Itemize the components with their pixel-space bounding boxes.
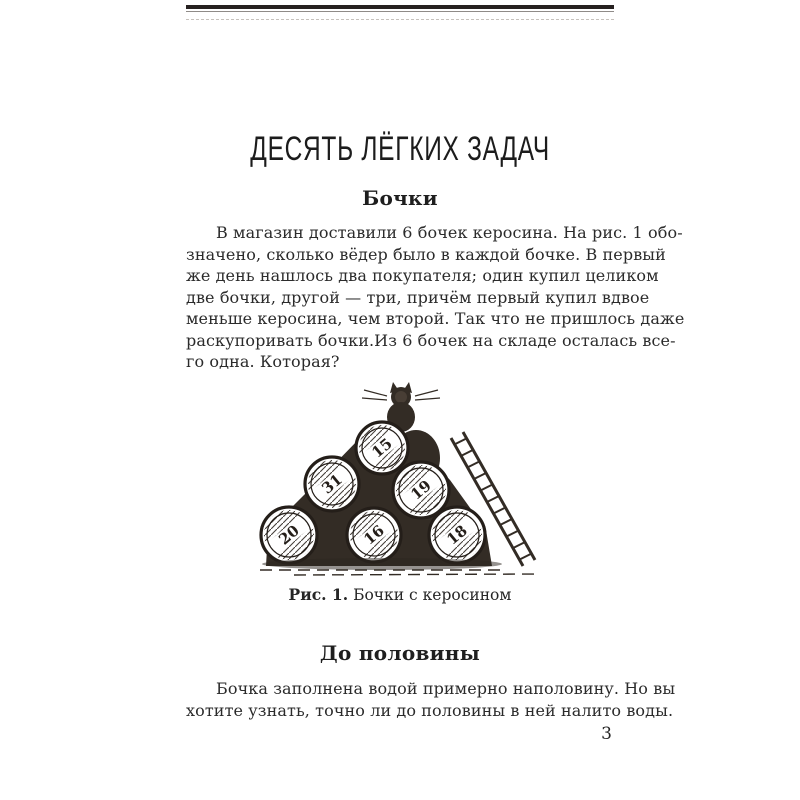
barrel-31 [305, 457, 359, 511]
section-heading-half: До половины [319, 641, 481, 665]
barrel-16 [347, 508, 401, 562]
barrel-number: 15 [368, 434, 396, 462]
ground-shading [260, 558, 540, 575]
decorative-rule [186, 5, 614, 20]
rule-dashed-line [186, 19, 614, 20]
text-line: В магазин доставили 6 бочек керосина. На рис. 1 обо- [216, 223, 683, 242]
barrel-18 [429, 507, 485, 563]
problem-text-half [186, 678, 676, 721]
barrel-number: 20 [275, 521, 303, 549]
barrel-15 [356, 422, 408, 474]
page-title: ДЕСЯТЬ ЛЁГКИХ ЗАДАЧ [250, 130, 550, 168]
barrel-number: 19 [407, 476, 435, 504]
barrel-number: 31 [318, 470, 346, 498]
problem-text-barrels [186, 222, 685, 373]
barrel-number: 16 [360, 521, 388, 549]
caption-text: Бочки с керосином [353, 586, 512, 604]
rule-thick-line [186, 5, 614, 9]
figure-barrels [186, 380, 614, 584]
text-line: раскупоривать бочки.Из 6 бочек на складе осталась все- [186, 330, 676, 350]
barrel-19 [393, 462, 449, 518]
figure-caption [186, 585, 614, 604]
text-line: меньше керосина, чем второй. Так что не пришлось даже [186, 309, 685, 328]
barrel-20 [261, 507, 317, 563]
text-line: значено, сколько вёдер было в каждой бочке. В первый [186, 244, 666, 264]
barrel-number: 18 [443, 521, 471, 549]
text-line: хотите узнать, точно ли до половины в ней налито воды. [186, 700, 674, 720]
barrel-illustration [254, 380, 546, 580]
text-line: Бочка заполнена водой примерно наполовину. Но вы [216, 679, 676, 698]
text-line: же день нашлось два покупателя; один купил целиком [186, 266, 659, 285]
caption-label: Рис. 1. [288, 585, 349, 604]
text-line: го одна. Которая? [186, 352, 340, 371]
section-heading-barrels: Бочки [362, 186, 438, 210]
page-number: 3 [601, 724, 612, 744]
text-line: две бочки, другой — три, причём первый купил вдвое [186, 287, 650, 307]
rule-thin-line [186, 11, 614, 12]
